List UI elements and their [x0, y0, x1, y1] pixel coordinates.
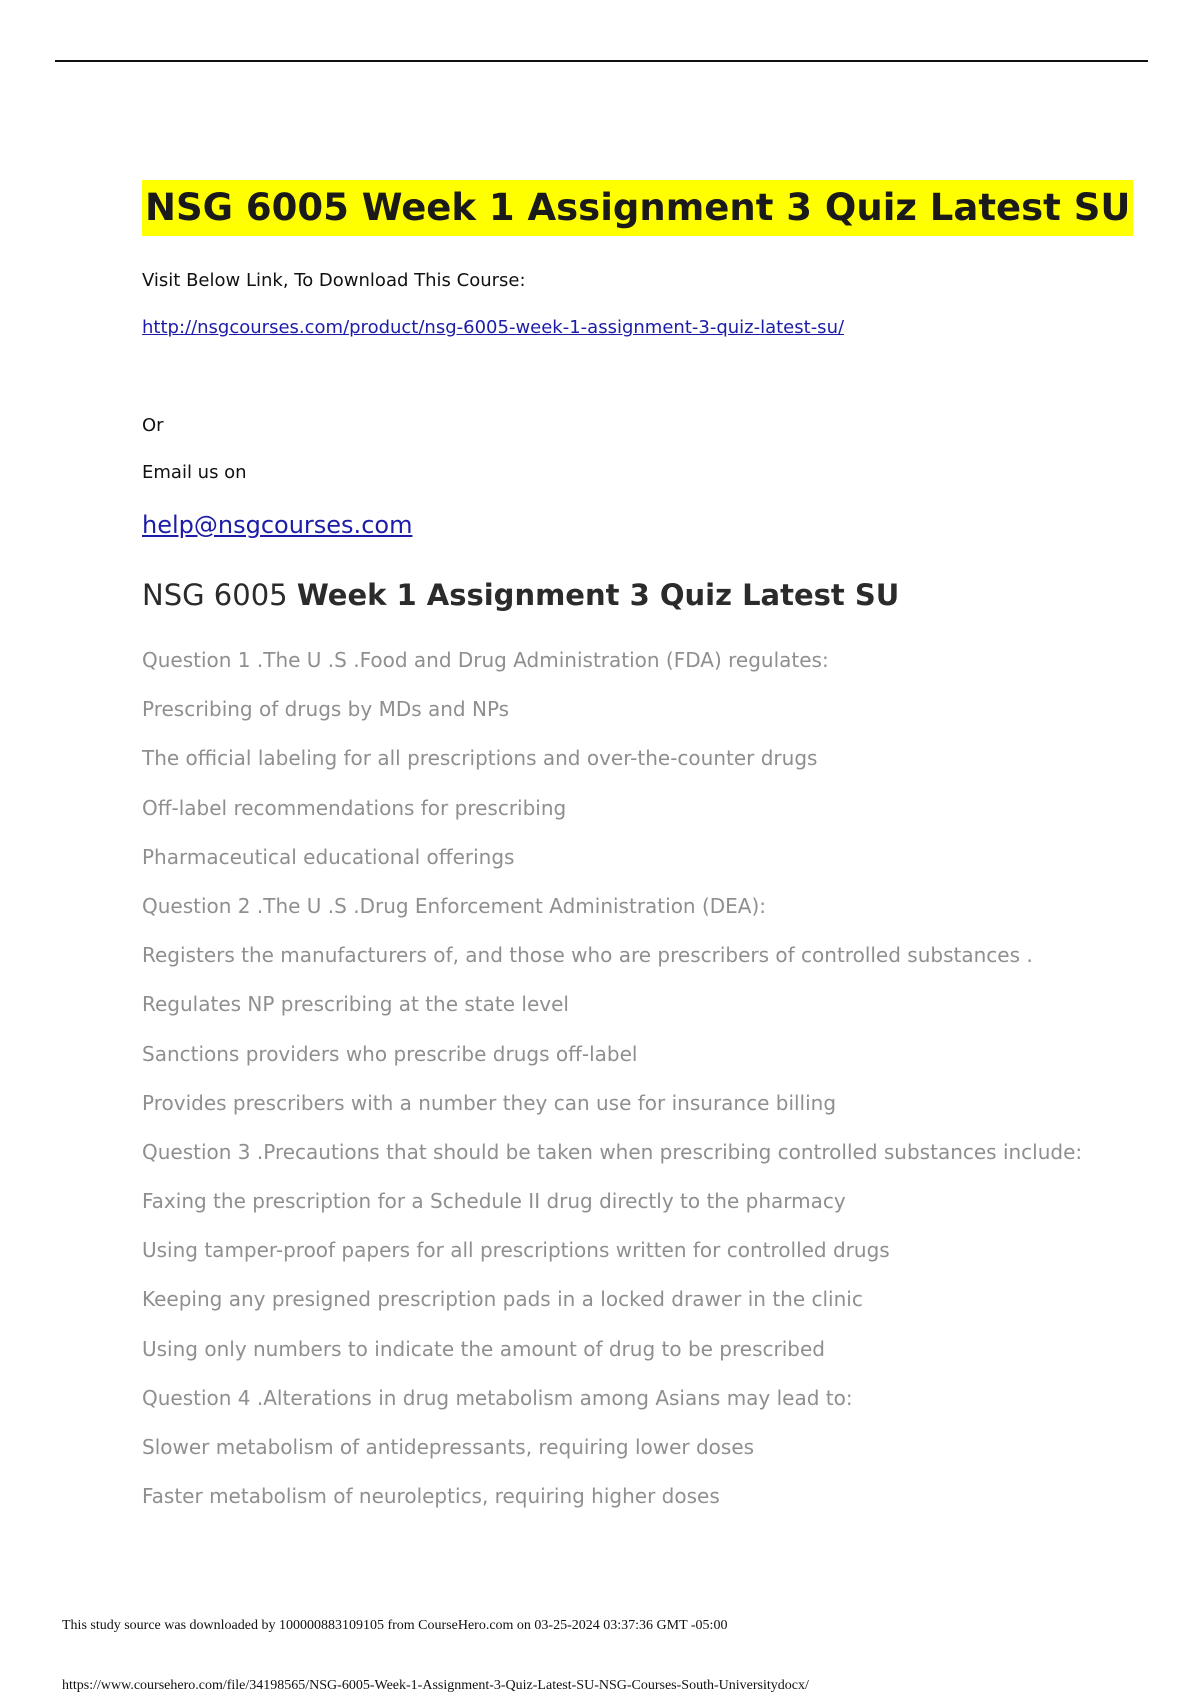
quiz-question: Question 1 .The U .S .Food and Drug Administration (FDA) regulates:: [142, 648, 829, 672]
section-heading-bold: Week 1 Assignment 3 Quiz Latest SU: [296, 578, 900, 612]
footer-source-url: https://www.coursehero.com/file/34198565/NSG-6005-Week-1-Assignment-3-Quiz-Latest-SU-NSG-Courses-South-Universitydocx/: [62, 1678, 809, 1693]
download-intro: Visit Below Link, To Download This Course:: [142, 270, 526, 291]
or-text: Or: [142, 415, 164, 436]
quiz-option: Prescribing of drugs by MDs and NPs: [142, 697, 510, 722]
quiz-option: Pharmaceutical educational offerings: [142, 844, 515, 869]
section-heading-plain: NSG 6005: [142, 578, 297, 612]
quiz-option: Off-label recommendations for prescribing: [142, 795, 567, 820]
quiz-option: Using tamper-proof papers for all prescriptions written for controlled drugs: [142, 1238, 890, 1263]
email-link[interactable]: help@nsgcourses.com: [142, 511, 413, 539]
quiz-option: Regulates NP prescribing at the state level: [142, 992, 569, 1017]
quiz-question: Question 4 .Alterations in drug metabolism among Asians may lead to:: [142, 1385, 853, 1410]
document-title: NSG 6005 Week 1 Assignment 3 Quiz Latest SU: [142, 180, 1133, 236]
course-link[interactable]: http://nsgcourses.com/product/nsg-6005-week-1-assignment-3-quiz-latest-su/: [142, 317, 845, 338]
footer-source-note: This study source was downloaded by 100000883109105 from CourseHero.com on 03-25-2024 03:37:36 GMT -05:00: [62, 1618, 728, 1633]
quiz-option: Faster metabolism of neuroleptics, requiring higher doses: [142, 1484, 720, 1509]
quiz-option: Sanctions providers who prescribe drugs off-label: [142, 1041, 638, 1066]
quiz-option: Using only numbers to indicate the amount of drug to be prescribed: [142, 1336, 825, 1361]
quiz-question: Question 2 .The U .S .Drug Enforcement Administration (DEA):: [142, 893, 767, 918]
quiz-option: Registers the manufacturers of, and those who are prescribers of controlled substances .: [142, 943, 1033, 968]
header-divider: [55, 60, 1148, 62]
email-prompt: Email us on: [142, 462, 247, 483]
quiz-option: Faxing the prescription for a Schedule II drug directly to the pharmacy: [142, 1189, 846, 1214]
section-heading: [142, 578, 899, 612]
quiz-option: Slower metabolism of antidepressants, requiring lower doses: [142, 1435, 755, 1459]
quiz-question: Question 3 .Precautions that should be taken when prescribing controlled substances include:: [142, 1139, 1083, 1164]
quiz-option: The official labeling for all prescriptions and over-the-counter drugs: [142, 746, 818, 771]
quiz-list: [142, 648, 1082, 1533]
quiz-option: Provides prescribers with a number they can use for insurance billing: [142, 1090, 837, 1115]
quiz-option: Keeping any presigned prescription pads in a locked drawer in the clinic: [142, 1287, 863, 1312]
